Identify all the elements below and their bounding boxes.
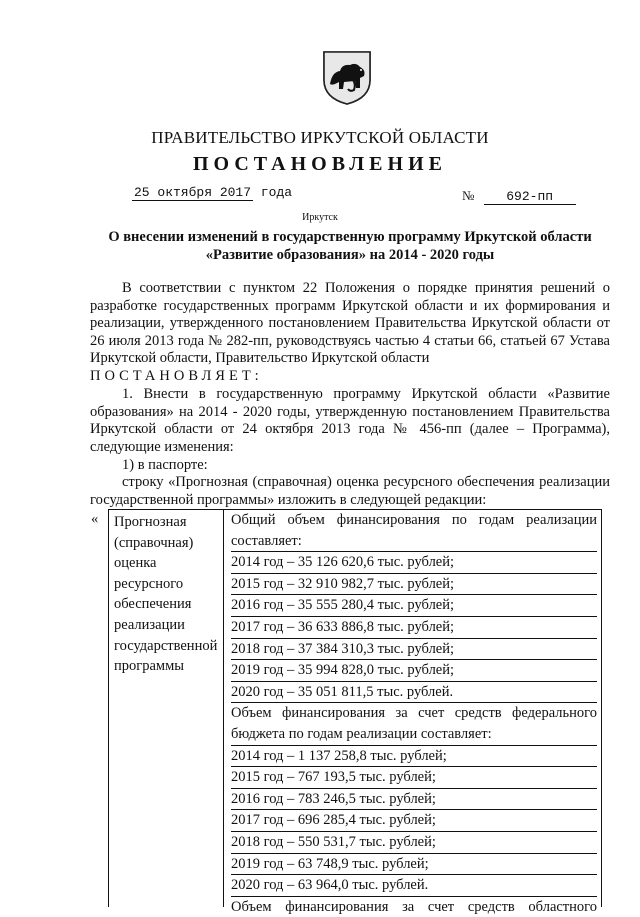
document-type: ПОСТАНОВЛЕНИЕ: [193, 153, 447, 175]
value-line: составляет:: [231, 531, 597, 553]
opening-quote: «: [91, 511, 99, 527]
government-title: ПРАВИТЕЛЬСТВО ИРКУТСКОЙ ОБЛАСТИ: [151, 128, 489, 147]
label-line: обеспечения: [114, 596, 192, 613]
city: Иркутск: [302, 212, 338, 223]
subject-line: О внесении изменений в государственную программу Иркутской области: [108, 229, 592, 245]
value-line: Объем финансирования за счет средств областного: [231, 898, 597, 915]
value-line: 2016 год – 783 246,5 тыс. рублей;: [231, 789, 597, 811]
subject-line: «Развитие образования» на 2014 - 2020 годы: [205, 247, 495, 263]
label-line: реализации: [114, 616, 185, 633]
document-number: 692-пп: [484, 189, 576, 205]
value-line: Объем финансирования за счет средств федерального: [231, 705, 597, 722]
value-line: бюджета по годам реализации составляет:: [231, 724, 597, 746]
table-label-cell: [109, 510, 224, 907]
resolve-heading: ПОСТАНОВЛЯЕТ:: [90, 368, 263, 384]
label-line: (справочная): [114, 534, 194, 551]
value-line: 2018 год – 550 531,7 тыс. рублей;: [231, 832, 597, 854]
resource-table: [108, 509, 602, 915]
value-line: 2014 год – 35 126 620,6 тыс. рублей;: [231, 552, 597, 574]
intro-paragraph: В соответствии с пунктом 22 Положения о порядке принятия решений о разработке государственных программ Иркутской области и их формирования и реализации, утвержденного постановлением Правительства Иркутской области от 26 июля 2013 года № 282-пп, руководствуясь частью 4 статьи 66, статьей 67 Устава Иркутской области, Правительство Иркутской области: [90, 280, 610, 367]
document-subject: [90, 228, 610, 264]
label-line: программы: [114, 658, 184, 675]
value-line: 2015 год – 767 193,5 тыс. рублей;: [231, 767, 597, 789]
document-date: 25 октября 2017: [134, 185, 252, 200]
label-line: Прогнозная: [114, 514, 187, 530]
value-line: 2014 год – 1 137 258,8 тыс. рублей;: [231, 746, 597, 768]
value-line: Общий объем финансирования по годам реализации: [231, 512, 597, 528]
value-line: 2015 год – 32 910 982,7 тыс. рублей;: [231, 574, 597, 596]
coat-of-arms-icon: [320, 44, 374, 106]
date-suffix: года: [260, 185, 293, 200]
value-line: 2020 год – 63 964,0 тыс. рублей.: [231, 875, 597, 897]
value-line: 2020 год – 35 051 811,5 тыс. рублей.: [231, 682, 597, 704]
value-line: 2016 год – 35 555 280,4 тыс. рублей;: [231, 595, 597, 617]
number-label: №: [462, 188, 475, 203]
item-1-paragraph: 1. Внести в государственную программу Иркутской области «Развитие образования» на 2014 - 2020 годы, утвержденную постановлением Правительства Иркутской области от 24 октября 2013 года № 456-пп (далее – Программа), следующие изменения:: [90, 386, 610, 455]
document-number-line: [462, 188, 576, 205]
label-line: государственной: [114, 637, 218, 654]
value-line: 2018 год – 37 384 310,3 тыс. рублей;: [231, 639, 597, 661]
label-line: ресурсного: [114, 575, 184, 592]
value-line: 2017 год – 36 633 886,8 тыс. рублей;: [231, 617, 597, 639]
value-line: 2019 год – 63 748,9 тыс. рублей;: [231, 854, 597, 876]
row-instruction-paragraph: строку «Прогнозная (справочная) оценка ресурсного обеспечения реализации государственной программы» изложить в следующей редакции:: [90, 474, 610, 508]
table-value-cell: [225, 510, 601, 917]
date-line: [132, 185, 292, 200]
label-line: оценка: [114, 555, 157, 572]
sub-item-1: 1) в паспорте:: [122, 457, 208, 473]
value-line: 2019 год – 35 994 828,0 тыс. рублей;: [231, 660, 597, 682]
value-line: 2017 год – 696 285,4 тыс. рублей;: [231, 810, 597, 832]
